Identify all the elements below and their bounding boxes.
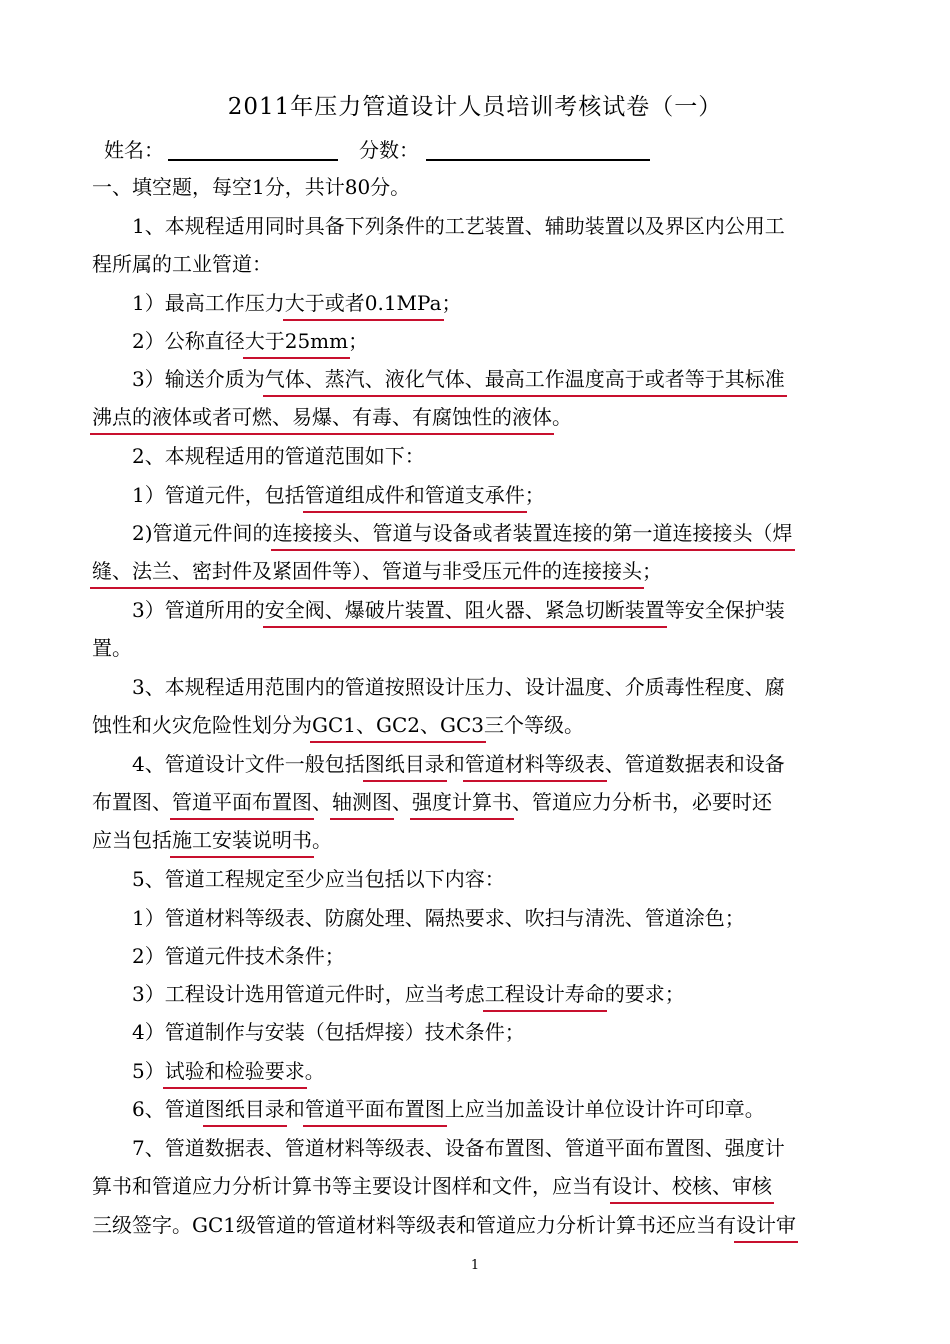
score-label: 分数： [359, 138, 419, 162]
text: 3）管道所用的 [132, 598, 265, 622]
text: 3）输送介质为 [132, 367, 265, 391]
text: 布置图、 [92, 790, 172, 814]
text: 2)管道元件间的 [132, 521, 273, 545]
text: 、管道数据表和设备 [604, 752, 785, 776]
q1-item-1 [92, 288, 862, 318]
answer-blank: 管道组成件和管道支承件 [304, 483, 525, 507]
answer-blank: 试验和检验要求 [164, 1059, 305, 1083]
q1-line-1: 1、本规程适用同时具备下列条件的工艺装置、辅助装置以及界区内公用工 [132, 214, 785, 238]
answer-blank: 设计、校核、审核 [612, 1174, 772, 1198]
text: 5） [132, 1059, 165, 1083]
q2-item-3-line-1 [92, 595, 862, 625]
text: 、 [312, 790, 332, 814]
q5-item-4: 4）管道制作与安装（包括焊接）技术条件； [132, 1020, 525, 1044]
answer-blank: 图纸目录 [204, 1097, 285, 1121]
page-number: 1 [470, 1258, 480, 1273]
answer-blank: 管道平面布置图 [304, 1097, 445, 1121]
q2-item-2-line-2 [92, 556, 862, 586]
answer-blank: 强度计算书 [412, 790, 512, 814]
section-heading: 一、填空题，每空1分，共计80分。 [92, 175, 411, 199]
q1-item-3-line-2 [92, 402, 862, 432]
answer-blank: 气体、蒸汽、液化气体、最高工作温度高于或者等于其标准 [264, 367, 785, 391]
q2-item-1 [92, 480, 862, 510]
q7-line-3 [92, 1210, 862, 1240]
q1-line-2: 程所属的工业管道： [92, 252, 272, 276]
q1-item-3-line-1 [92, 364, 862, 394]
text: ； [642, 559, 662, 583]
answer-blank: 施工安装说明书 [172, 828, 312, 852]
q5-item-5 [92, 1056, 862, 1086]
q7-line-2 [92, 1171, 862, 1201]
q4-line-1 [92, 749, 862, 779]
q5-item-2: 2）管道元件技术条件； [132, 944, 345, 968]
q3-line-2 [92, 710, 862, 740]
score-blank[interactable] [426, 159, 650, 161]
text: 1）管道元件，包括 [132, 483, 305, 507]
q2-line: 2、本规程适用的管道范围如下： [132, 444, 425, 468]
text: 蚀性和火灾危险性划分为 [92, 713, 312, 737]
text: 、管道应力分析书，必要时还 [512, 790, 772, 814]
q2-item-2-line-1 [92, 518, 862, 548]
text: 和 [444, 752, 465, 776]
text: 3）工程设计选用管道元件时，应当考虑 [132, 982, 485, 1006]
answer-blank: 轴测图 [332, 790, 392, 814]
answer-blank: GC1、GC2、GC3 [312, 713, 485, 737]
text: 6、管道 [132, 1097, 205, 1121]
answer-blank: 缝、法兰、密封件及紧固件等）、管道与非受压元件的连接接头 [92, 559, 642, 583]
exam-title: 2011年压力管道设计人员培训考核试卷（一） [227, 94, 723, 120]
name-label: 姓名： [104, 138, 164, 162]
text: 和 [284, 1097, 305, 1121]
text: 三级签字。GC1级管道的管道材料等级表和管道应力分析计算书还应当有 [92, 1213, 737, 1237]
name-blank[interactable] [168, 159, 338, 161]
q1-item-2 [92, 326, 862, 356]
q5-item-1: 1）管道材料等级表、防腐处理、隔热要求、吹扫与清洗、管道涂色； [132, 906, 745, 930]
text: 应当包括 [92, 828, 172, 852]
text: 等安全保护装 [664, 598, 785, 622]
answer-blank: 设计审 [736, 1213, 797, 1237]
answer-blank: 工程设计寿命 [484, 982, 605, 1006]
text: 三个等级。 [484, 713, 585, 737]
text: ； [348, 329, 369, 353]
answer-blank: 管道平面布置图 [172, 790, 312, 814]
answer-blank: 大于或者0.1MPa [284, 291, 442, 315]
q4-line-2 [92, 787, 862, 817]
text: 。 [312, 828, 332, 852]
answer-blank: 大于25mm [244, 329, 349, 353]
text: 。 [552, 405, 572, 429]
text: 。 [304, 1059, 325, 1083]
text: 上应当加盖设计单位设计许可印章。 [444, 1097, 765, 1121]
text: 、 [392, 790, 412, 814]
q2-item-3-line-2: 置。 [92, 636, 132, 660]
text: ； [441, 291, 462, 315]
answer-blank: 管道材料等级表 [464, 752, 605, 776]
q7-line-1: 7、管道数据表、管道材料等级表、设备布置图、管道平面布置图、强度计 [132, 1136, 785, 1160]
answer-blank: 沸点的液体或者可燃、易爆、有毒、有腐蚀性的液体 [92, 405, 552, 429]
q4-line-3 [92, 825, 862, 855]
text: ； [524, 483, 545, 507]
answer-blank: 图纸目录 [364, 752, 445, 776]
answer-blank: 连接接头、管道与设备或者装置连接的第一道连接接头（焊 [272, 521, 793, 545]
text: 算书和管道应力分析计算书等主要设计图样和文件，应当有 [92, 1174, 612, 1198]
answer-blank: 安全阀、爆破片装置、阻火器、紧急切断装置 [264, 598, 665, 622]
text: 2）公称直径 [132, 329, 245, 353]
q5-item-3 [92, 979, 862, 1009]
text: 的要求； [604, 982, 685, 1006]
q5-line: 5、管道工程规定至少应当包括以下内容： [132, 867, 505, 891]
q6-line [92, 1094, 862, 1124]
text: 1）最高工作压力 [132, 291, 285, 315]
text: 4、管道设计文件一般包括 [132, 752, 365, 776]
q3-line-1: 3、本规程适用范围内的管道按照设计压力、设计温度、介质毒性程度、腐 [132, 675, 785, 699]
